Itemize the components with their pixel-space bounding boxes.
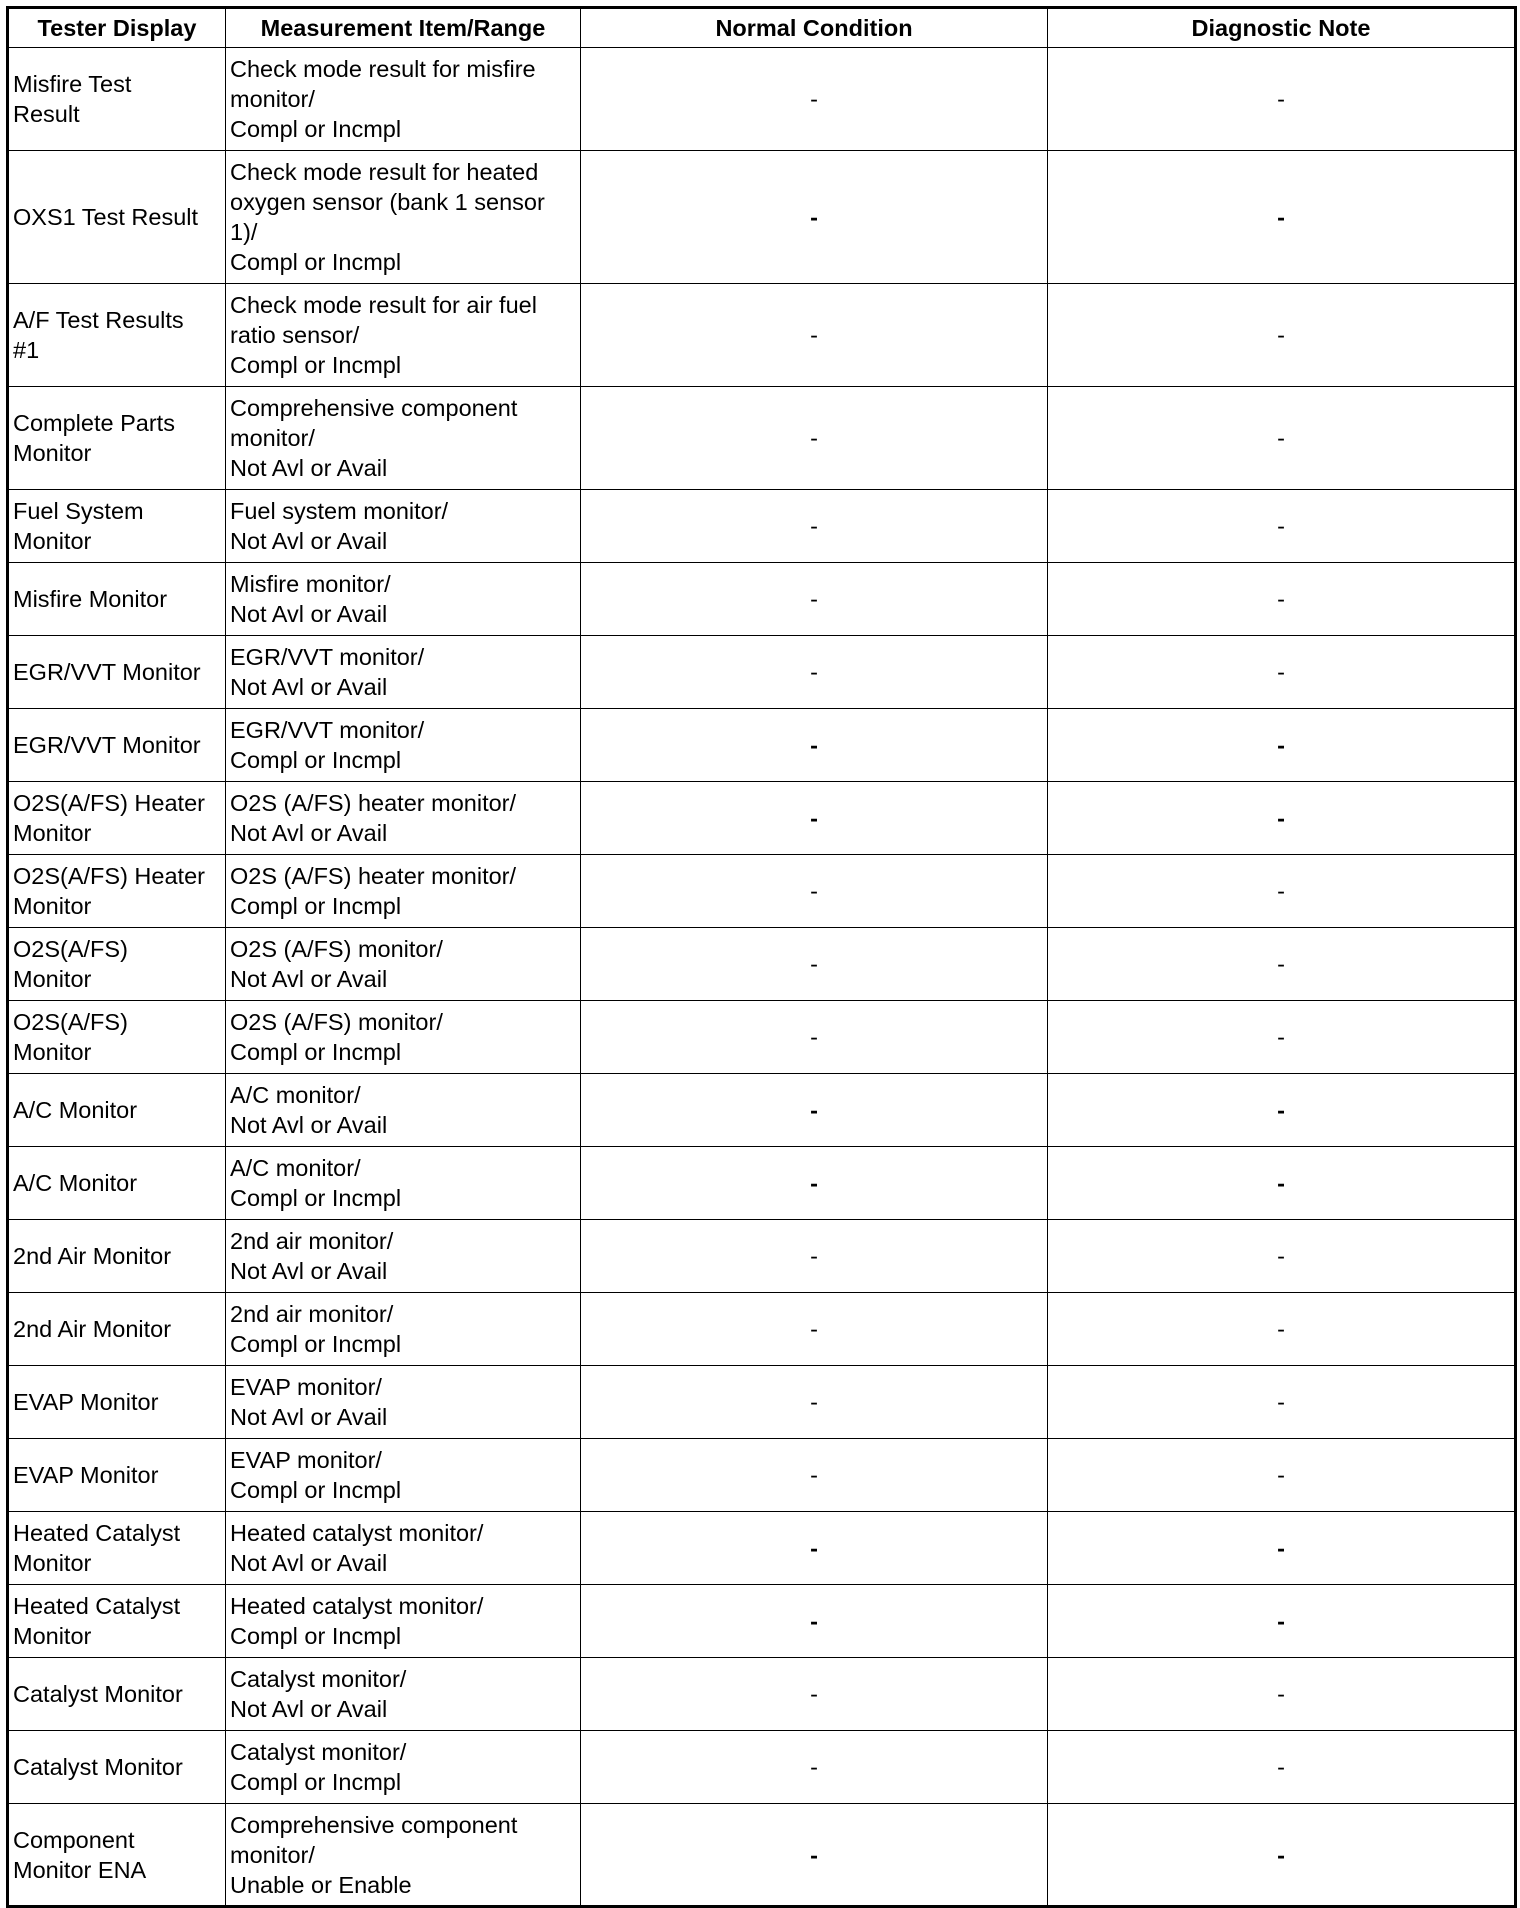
cell-normal-condition-text: - bbox=[810, 425, 818, 451]
cell-tester-display-text: OXS1 Test Result bbox=[13, 204, 199, 230]
cell-normal-condition-text: - bbox=[810, 1243, 818, 1269]
cell-measurement-item bbox=[226, 1220, 581, 1293]
cell-tester-display bbox=[8, 1512, 226, 1585]
cell-measurement-item bbox=[226, 151, 581, 284]
cell-normal-condition-text: - bbox=[810, 1389, 818, 1415]
cell-normal-condition-text: - bbox=[810, 1754, 818, 1780]
cell-tester-display bbox=[8, 1147, 226, 1220]
cell-normal-condition-text: - bbox=[810, 1841, 818, 1868]
cell-normal-condition-text: - bbox=[810, 86, 818, 112]
cell-measurement-item-text: 2nd air monitor/ Not Avl or Avail bbox=[230, 1228, 394, 1284]
cell-normal-condition-text: - bbox=[810, 659, 818, 685]
table-row bbox=[8, 1147, 1516, 1220]
cell-diagnostic-note bbox=[1048, 284, 1516, 387]
cell-diagnostic-note-text: - bbox=[1277, 732, 1285, 758]
cell-normal-condition bbox=[581, 1585, 1048, 1658]
cell-measurement-item bbox=[226, 1731, 581, 1804]
cell-measurement-item bbox=[226, 928, 581, 1001]
cell-measurement-item-text: Check mode result for air fuel ratio sensor/ Compl or Incmpl bbox=[230, 292, 537, 378]
cell-measurement-item bbox=[226, 490, 581, 563]
cell-measurement-item bbox=[226, 782, 581, 855]
cell-normal-condition bbox=[581, 1658, 1048, 1731]
cell-normal-condition bbox=[581, 1074, 1048, 1147]
cell-measurement-item-text: EGR/VVT monitor/ Not Avl or Avail bbox=[230, 644, 425, 700]
spec-table-wrapper bbox=[6, 6, 1514, 1908]
cell-measurement-item bbox=[226, 1658, 581, 1731]
cell-tester-display-text: O2S(A/FS) Heater Monitor bbox=[13, 790, 205, 846]
cell-measurement-item bbox=[226, 1001, 581, 1074]
cell-tester-display-text: Heated Catalyst Monitor bbox=[13, 1593, 181, 1649]
cell-diagnostic-note-text: - bbox=[1277, 322, 1285, 348]
cell-tester-display-text: Misfire Test Result bbox=[13, 71, 132, 127]
cell-normal-condition bbox=[581, 636, 1048, 709]
cell-measurement-item-text: O2S (A/FS) monitor/ Not Avl or Avail bbox=[230, 936, 443, 992]
cell-diagnostic-note-text: - bbox=[1277, 1170, 1285, 1196]
cell-diagnostic-note bbox=[1048, 1366, 1516, 1439]
header-row bbox=[8, 8, 1516, 48]
cell-normal-condition bbox=[581, 782, 1048, 855]
table-row bbox=[8, 1439, 1516, 1512]
cell-diagnostic-note bbox=[1048, 1220, 1516, 1293]
header-normal-condition: Normal Condition bbox=[581, 8, 1048, 48]
cell-normal-condition-text: - bbox=[810, 878, 818, 904]
cell-tester-display-text: EGR/VVT Monitor bbox=[13, 732, 201, 758]
cell-tester-display bbox=[8, 855, 226, 928]
cell-normal-condition bbox=[581, 284, 1048, 387]
cell-tester-display bbox=[8, 1731, 226, 1804]
cell-normal-condition bbox=[581, 1001, 1048, 1074]
cell-measurement-item-text: O2S (A/FS) heater monitor/ Not Avl or Avail bbox=[230, 790, 517, 846]
header-tester-display: Tester Display bbox=[8, 8, 226, 48]
cell-tester-display bbox=[8, 1585, 226, 1658]
cell-measurement-item-text: A/C monitor/ Not Avl or Avail bbox=[230, 1082, 388, 1138]
cell-normal-condition bbox=[581, 387, 1048, 490]
cell-measurement-item-text: Comprehensive component monitor/ Not Avl or Avail bbox=[230, 395, 518, 481]
cell-normal-condition bbox=[581, 1293, 1048, 1366]
cell-tester-display-text: Catalyst Monitor bbox=[13, 1754, 183, 1780]
cell-tester-display-text: O2S(A/FS) Monitor bbox=[13, 1009, 128, 1065]
cell-normal-condition bbox=[581, 1439, 1048, 1512]
cell-tester-display-text: EVAP Monitor bbox=[13, 1389, 159, 1415]
cell-measurement-item-text: A/C monitor/ Compl or Incmpl bbox=[230, 1155, 402, 1211]
cell-tester-display-text: Component Monitor ENA bbox=[13, 1826, 147, 1883]
cell-diagnostic-note-text: - bbox=[1277, 1681, 1285, 1707]
cell-diagnostic-note bbox=[1048, 387, 1516, 490]
cell-tester-display-text: A/F Test Results #1 bbox=[13, 307, 184, 363]
cell-measurement-item bbox=[226, 709, 581, 782]
table-row bbox=[8, 928, 1516, 1001]
cell-diagnostic-note-text: - bbox=[1277, 1754, 1285, 1780]
cell-diagnostic-note-text: - bbox=[1277, 586, 1285, 612]
cell-normal-condition-text: - bbox=[810, 204, 818, 230]
cell-normal-condition-text: - bbox=[810, 322, 818, 348]
cell-measurement-item-text: Check mode result for heated oxygen sensor (bank 1 sensor 1)/ Compl or Incmpl bbox=[230, 159, 545, 275]
cell-normal-condition bbox=[581, 490, 1048, 563]
cell-normal-condition-text: - bbox=[810, 1608, 818, 1634]
cell-tester-display bbox=[8, 709, 226, 782]
cell-tester-display bbox=[8, 1220, 226, 1293]
cell-tester-display bbox=[8, 563, 226, 636]
cell-normal-condition bbox=[581, 1147, 1048, 1220]
table-row bbox=[8, 1585, 1516, 1658]
table-row bbox=[8, 782, 1516, 855]
cell-diagnostic-note-text: - bbox=[1277, 1462, 1285, 1488]
cell-tester-display bbox=[8, 1293, 226, 1366]
cell-tester-display-text: A/C Monitor bbox=[13, 1097, 138, 1123]
cell-diagnostic-note bbox=[1048, 1074, 1516, 1147]
cell-diagnostic-note-text: - bbox=[1277, 659, 1285, 685]
cell-tester-display-text: Misfire Monitor bbox=[13, 586, 168, 612]
cell-diagnostic-note bbox=[1048, 1512, 1516, 1585]
cell-diagnostic-note bbox=[1048, 48, 1516, 151]
table-row bbox=[8, 1512, 1516, 1585]
cell-tester-display-text: Catalyst Monitor bbox=[13, 1681, 183, 1707]
table-body bbox=[8, 48, 1516, 1907]
cell-normal-condition bbox=[581, 563, 1048, 636]
cell-tester-display bbox=[8, 1366, 226, 1439]
cell-diagnostic-note bbox=[1048, 1293, 1516, 1366]
data-list-table bbox=[6, 6, 1517, 1908]
cell-normal-condition-text: - bbox=[810, 1535, 818, 1561]
cell-measurement-item-text: O2S (A/FS) heater monitor/ Compl or Incmpl bbox=[230, 863, 517, 919]
cell-diagnostic-note-text: - bbox=[1277, 1243, 1285, 1269]
cell-diagnostic-note-text: - bbox=[1277, 425, 1285, 451]
cell-measurement-item-text: 2nd air monitor/ Compl or Incmpl bbox=[230, 1301, 402, 1357]
cell-normal-condition-text: - bbox=[810, 1462, 818, 1488]
cell-normal-condition bbox=[581, 151, 1048, 284]
table-row bbox=[8, 855, 1516, 928]
cell-normal-condition-text: - bbox=[810, 1681, 818, 1707]
cell-normal-condition bbox=[581, 1512, 1048, 1585]
cell-measurement-item-text: Heated catalyst monitor/ Compl or Incmpl bbox=[230, 1593, 484, 1649]
cell-measurement-item bbox=[226, 636, 581, 709]
table-row bbox=[8, 387, 1516, 490]
cell-measurement-item bbox=[226, 1512, 581, 1585]
table-row bbox=[8, 563, 1516, 636]
cell-tester-display-text: Fuel System Monitor bbox=[13, 498, 144, 554]
cell-measurement-item-text: Comprehensive component monitor/ Unable or Enable bbox=[230, 1811, 518, 1898]
cell-normal-condition bbox=[581, 928, 1048, 1001]
cell-diagnostic-note bbox=[1048, 490, 1516, 563]
cell-diagnostic-note-text: - bbox=[1277, 1024, 1285, 1050]
table-row bbox=[8, 490, 1516, 563]
cell-tester-display bbox=[8, 1804, 226, 1907]
cell-measurement-item bbox=[226, 1147, 581, 1220]
cell-diagnostic-note bbox=[1048, 151, 1516, 284]
cell-normal-condition-text: - bbox=[810, 951, 818, 977]
table-row bbox=[8, 284, 1516, 387]
cell-tester-display bbox=[8, 1658, 226, 1731]
cell-measurement-item-text: Fuel system monitor/ Not Avl or Avail bbox=[230, 498, 449, 554]
cell-diagnostic-note bbox=[1048, 1731, 1516, 1804]
cell-measurement-item-text: Catalyst monitor/ Compl or Incmpl bbox=[230, 1739, 407, 1795]
cell-tester-display-text: EVAP Monitor bbox=[13, 1462, 159, 1488]
cell-diagnostic-note bbox=[1048, 1804, 1516, 1907]
table-row bbox=[8, 1804, 1516, 1907]
table-row bbox=[8, 1658, 1516, 1731]
cell-normal-condition bbox=[581, 855, 1048, 928]
cell-normal-condition-text: - bbox=[810, 513, 818, 539]
cell-diagnostic-note-text: - bbox=[1277, 1841, 1285, 1868]
cell-diagnostic-note-text: - bbox=[1277, 951, 1285, 977]
cell-diagnostic-note bbox=[1048, 1147, 1516, 1220]
cell-tester-display bbox=[8, 928, 226, 1001]
table-row bbox=[8, 1074, 1516, 1147]
cell-diagnostic-note bbox=[1048, 1585, 1516, 1658]
cell-diagnostic-note bbox=[1048, 782, 1516, 855]
cell-tester-display bbox=[8, 782, 226, 855]
cell-diagnostic-note-text: - bbox=[1277, 1316, 1285, 1342]
cell-measurement-item-text: Check mode result for misfire monitor/ Compl or Incmpl bbox=[230, 56, 536, 142]
header-diagnostic-note: Diagnostic Note bbox=[1048, 8, 1516, 48]
cell-measurement-item bbox=[226, 1585, 581, 1658]
cell-measurement-item-text: Heated catalyst monitor/ Not Avl or Avail bbox=[230, 1520, 484, 1576]
cell-measurement-item bbox=[226, 1074, 581, 1147]
cell-diagnostic-note bbox=[1048, 1439, 1516, 1512]
cell-diagnostic-note-text: - bbox=[1277, 1389, 1285, 1415]
cell-normal-condition bbox=[581, 1220, 1048, 1293]
cell-normal-condition bbox=[581, 1731, 1048, 1804]
cell-measurement-item-text: EVAP monitor/ Compl or Incmpl bbox=[230, 1447, 402, 1503]
cell-diagnostic-note bbox=[1048, 636, 1516, 709]
cell-diagnostic-note bbox=[1048, 1001, 1516, 1074]
cell-tester-display-text: 2nd Air Monitor bbox=[13, 1316, 172, 1342]
cell-normal-condition-text: - bbox=[810, 586, 818, 612]
cell-measurement-item-text: EVAP monitor/ Not Avl or Avail bbox=[230, 1374, 388, 1430]
cell-normal-condition-text: - bbox=[810, 732, 818, 758]
cell-measurement-item bbox=[226, 855, 581, 928]
cell-normal-condition-text: - bbox=[810, 1097, 818, 1123]
cell-normal-condition-text: - bbox=[810, 1316, 818, 1342]
cell-diagnostic-note bbox=[1048, 855, 1516, 928]
cell-tester-display bbox=[8, 284, 226, 387]
cell-tester-display bbox=[8, 48, 226, 151]
cell-tester-display-text: A/C Monitor bbox=[13, 1170, 138, 1196]
table-row bbox=[8, 1001, 1516, 1074]
cell-measurement-item bbox=[226, 563, 581, 636]
cell-diagnostic-note-text: - bbox=[1277, 805, 1285, 831]
cell-measurement-item bbox=[226, 1293, 581, 1366]
table-row bbox=[8, 151, 1516, 284]
table-row bbox=[8, 48, 1516, 151]
table-row bbox=[8, 636, 1516, 709]
cell-tester-display bbox=[8, 490, 226, 563]
cell-diagnostic-note bbox=[1048, 928, 1516, 1001]
table-row bbox=[8, 1293, 1516, 1366]
cell-tester-display bbox=[8, 636, 226, 709]
cell-measurement-item-text: Misfire monitor/ Not Avl or Avail bbox=[230, 571, 391, 627]
cell-diagnostic-note-text: - bbox=[1277, 513, 1285, 539]
cell-normal-condition bbox=[581, 1366, 1048, 1439]
cell-measurement-item-text: O2S (A/FS) monitor/ Compl or Incmpl bbox=[230, 1009, 443, 1065]
cell-diagnostic-note-text: - bbox=[1277, 1097, 1285, 1123]
table-row bbox=[8, 1731, 1516, 1804]
cell-diagnostic-note-text: - bbox=[1277, 204, 1285, 230]
cell-normal-condition bbox=[581, 709, 1048, 782]
cell-measurement-item bbox=[226, 48, 581, 151]
cell-diagnostic-note-text: - bbox=[1277, 86, 1285, 112]
cell-normal-condition bbox=[581, 48, 1048, 151]
cell-diagnostic-note bbox=[1048, 709, 1516, 782]
cell-tester-display-text: O2S(A/FS) Monitor bbox=[13, 936, 128, 992]
table-row bbox=[8, 709, 1516, 782]
cell-tester-display bbox=[8, 1439, 226, 1512]
cell-normal-condition bbox=[581, 1804, 1048, 1907]
cell-measurement-item bbox=[226, 1804, 581, 1907]
cell-tester-display-text: O2S(A/FS) Heater Monitor bbox=[13, 863, 205, 919]
cell-normal-condition-text: - bbox=[810, 805, 818, 831]
cell-diagnostic-note-text: - bbox=[1277, 1535, 1285, 1561]
cell-tester-display bbox=[8, 1074, 226, 1147]
table-row bbox=[8, 1366, 1516, 1439]
header-measurement-item: Measurement Item/Range bbox=[226, 8, 581, 48]
cell-measurement-item bbox=[226, 1439, 581, 1512]
cell-tester-display bbox=[8, 387, 226, 490]
cell-diagnostic-note-text: - bbox=[1277, 1608, 1285, 1634]
cell-normal-condition-text: - bbox=[810, 1024, 818, 1050]
cell-tester-display-text: Complete Parts Monitor bbox=[13, 410, 175, 466]
cell-tester-display-text: 2nd Air Monitor bbox=[13, 1243, 172, 1269]
cell-measurement-item bbox=[226, 1366, 581, 1439]
cell-measurement-item bbox=[226, 387, 581, 490]
cell-measurement-item-text: Catalyst monitor/ Not Avl or Avail bbox=[230, 1666, 407, 1722]
cell-measurement-item-text: EGR/VVT monitor/ Compl or Incmpl bbox=[230, 717, 425, 773]
table-row bbox=[8, 1220, 1516, 1293]
cell-tester-display bbox=[8, 151, 226, 284]
cell-tester-display bbox=[8, 1001, 226, 1074]
cell-measurement-item bbox=[226, 284, 581, 387]
cell-tester-display-text: EGR/VVT Monitor bbox=[13, 659, 201, 685]
cell-tester-display-text: Heated Catalyst Monitor bbox=[13, 1520, 181, 1576]
cell-diagnostic-note bbox=[1048, 563, 1516, 636]
cell-diagnostic-note-text: - bbox=[1277, 878, 1285, 904]
cell-normal-condition-text: - bbox=[810, 1170, 818, 1196]
cell-diagnostic-note bbox=[1048, 1658, 1516, 1731]
